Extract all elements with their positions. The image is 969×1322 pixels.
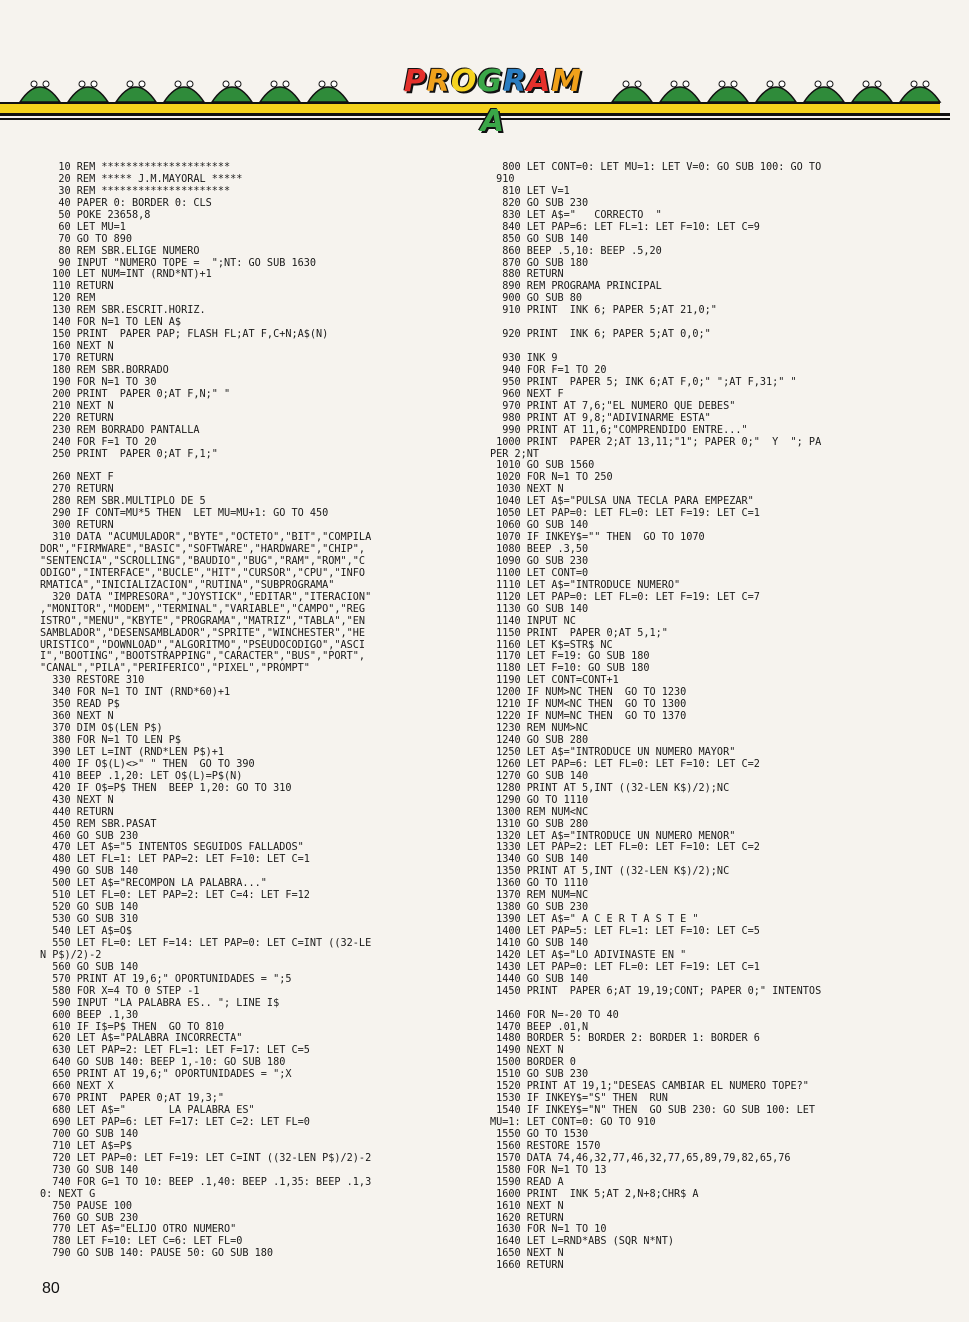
- code-line: 770 LET A$="ELIJO OTRO NUMERO": [40, 1224, 237, 1236]
- code-line: 60 LET MU=1: [40, 221, 126, 233]
- code-line: 880 RETURN: [490, 269, 564, 281]
- code-line: 0: NEXT G: [40, 1188, 96, 1200]
- code-line: 170 RETURN: [40, 353, 114, 364]
- code-line: 1540 IF INKEY$="N" THEN GO SUB 230: GO SUB 100: LET: [490, 1105, 816, 1117]
- code-line: 1500 BORDER 0: [490, 1057, 576, 1069]
- code-line: 1590 READ A: [490, 1176, 564, 1188]
- code-line: 1360 GO TO 1110: [490, 878, 589, 890]
- code-line: 1030 NEXT N: [490, 484, 564, 496]
- code-line: 1270 GO SUB 140: [490, 770, 589, 782]
- code-line: 460 GO SUB 230: [40, 830, 139, 842]
- code-line: 450 REM SBR.PASAT: [40, 818, 157, 830]
- code-line: 1180 LET F=10: GO SUB 180: [490, 663, 650, 675]
- code-line: 520 GO SUB 140: [40, 902, 139, 914]
- code-line: ODIGO","INTERFACE","BUCLE","HIT","CURSOR","CPU","INFO: [40, 567, 366, 579]
- title-letter: A: [527, 64, 552, 99]
- code-line: 430 NEXT N: [40, 794, 114, 806]
- code-line: 1010 GO SUB 1560: [490, 460, 595, 472]
- code-line: "SENTENCIA","SCROLLING","BAUDIO","BUG","RAM","ROM","C: [40, 555, 366, 567]
- header-yellow-band: [0, 102, 940, 113]
- code-line: 20 REM ***** J.M.MAYORAL *****: [40, 173, 243, 185]
- code-line: 1530 IF INKEY$="S" THEN RUN: [490, 1093, 668, 1105]
- code-line: 1510 GO SUB 230: [490, 1069, 589, 1081]
- code-line: [490, 998, 910, 1010]
- code-line: 300 RETURN: [40, 520, 114, 532]
- code-line: 1080 BEEP .3,50: [490, 544, 589, 555]
- code-line: 1200 IF NUM>NC THEN GO TO 1230: [490, 687, 687, 699]
- code-line: 1650 NEXT N: [490, 1248, 564, 1260]
- title-letter: R: [426, 64, 451, 99]
- code-line: 180 REM SBR.BORRADO: [40, 364, 169, 376]
- code-line: 270 RETURN: [40, 484, 114, 496]
- code-line: 490 GO SUB 140: [40, 866, 139, 878]
- code-line: 910: [490, 173, 515, 185]
- code-line: 1100 LET CONT=0: [490, 567, 589, 579]
- code-line: 190 FOR N=1 TO 30: [40, 376, 157, 388]
- code-line: 700 GO SUB 140: [40, 1128, 139, 1140]
- code-line: "CANAL","PILA","PERIFERICO","PIXEL","PROMPT": [40, 663, 310, 675]
- code-line: 1390 LET A$=" A C E R T A S T E ": [490, 914, 699, 926]
- code-line: 870 GO SUB 180: [490, 257, 589, 269]
- code-line: 80 REM SBR.ELIGE NUMERO: [40, 245, 200, 257]
- code-line: 510 LET FL=0: LET PAP=2: LET C=4: LET F=12: [40, 890, 310, 902]
- code-line: 1480 BORDER 5: BORDER 2: BORDER 1: BORDER 6: [490, 1033, 760, 1045]
- code-line: 1630 FOR N=1 TO 10: [490, 1224, 607, 1236]
- code-line: 610 IF I$=P$ THEN GO TO 810: [40, 1021, 225, 1033]
- code-line: 860 BEEP .5,10: BEEP .5,20: [490, 245, 662, 257]
- code-line: 440 RETURN: [40, 806, 114, 818]
- code-line: 1420 LET A$="LO ADIVINASTE EN ": [490, 949, 687, 961]
- code-line: 380 FOR N=1 TO LEN P$: [40, 735, 182, 746]
- code-line: 840 LET PAP=6: LET FL=1: LET F=10: LET C=9: [490, 221, 760, 233]
- code-line: 690 LET PAP=6: LET F=17: LET C=2: LET FL=0: [40, 1117, 310, 1128]
- code-line: 130 REM SBR.ESCRIT.HORIZ.: [40, 305, 206, 317]
- code-line: 70 GO TO 890: [40, 233, 133, 245]
- code-line: 800 LET CONT=0: LET MU=1: LET V=0: GO SUB 100: GO TO: [490, 162, 822, 173]
- code-line: 290 IF CONT=MU*5 THEN LET MU=MU+1: GO TO 450: [40, 508, 329, 520]
- code-line: 1550 GO TO 1530: [490, 1128, 589, 1140]
- code-line: 400 IF O$(L)<>" " THEN GO TO 390: [40, 758, 255, 770]
- code-line: 360 NEXT N: [40, 711, 114, 723]
- code-line: 1140 INPUT NC: [490, 615, 576, 627]
- code-line: 1460 FOR N=-20 TO 40: [490, 1009, 619, 1021]
- code-line: 820 GO SUB 230: [490, 197, 589, 209]
- code-line: 900 GO SUB 80: [490, 293, 583, 305]
- code-line: 1040 LET A$="PULSA UNA TECLA PARA EMPEZAR": [490, 496, 754, 508]
- code-line: 640 GO SUB 140: BEEP 1,-10: GO SUB 180: [40, 1057, 286, 1069]
- code-line: 1430 LET PAP=0: LET FL=0: LET F=19: LET C=1: [490, 961, 760, 973]
- code-line: 100 LET NUM=INT (RND*NT)+1: [40, 269, 212, 281]
- code-line: 1560 RESTORE 1570: [490, 1140, 601, 1152]
- header-rule: [0, 113, 950, 116]
- header-rule-thin: [0, 118, 950, 120]
- code-line: 670 PRINT PAPER 0;AT 19,3;": [40, 1093, 225, 1105]
- code-line: 940 FOR F=1 TO 20: [490, 364, 607, 376]
- code-line: 1150 PRINT PAPER 0;AT 5,1;": [490, 627, 668, 639]
- code-line: 1380 GO SUB 230: [490, 902, 589, 914]
- code-line: 370 DIM O$(LEN P$): [40, 723, 163, 735]
- code-line: 420 IF O$=P$ THEN BEEP 1,20: GO TO 310: [40, 782, 292, 794]
- code-line: 210 NEXT N: [40, 400, 114, 412]
- code-line: I","BOOTING","BOOTSTRAPPING","CARACTER","BUS","PORT",: [40, 651, 366, 663]
- title-letter: P: [403, 64, 427, 99]
- code-line: 340 FOR N=1 TO INT (RND*60)+1: [40, 687, 231, 699]
- code-line: 890 REM PROGRAMA PRINCIPAL: [490, 281, 662, 293]
- code-line: PER 2;NT: [490, 448, 540, 460]
- code-line: 1000 PRINT PAPER 2;AT 13,11;"1"; PAPER 0;" Y "; PA: [490, 436, 822, 448]
- code-line: 550 LET FL=0: LET F=14: LET PAP=0: LET C=INT ((32-LE: [40, 937, 372, 949]
- code-line: 930 INK 9: [490, 353, 558, 364]
- code-line: 40 PAPER 0: BORDER 0: CLS: [40, 197, 212, 209]
- code-line: 1070 IF INKEY$="" THEN GO TO 1070: [490, 532, 705, 544]
- code-line: 280 REM SBR.MULTIPLO DE 5: [40, 496, 206, 508]
- code-line: 1610 NEXT N: [490, 1200, 564, 1212]
- code-line: 1060 GO SUB 140: [490, 520, 589, 532]
- code-line: ,"MONITOR","MODEM","TERMINAL","VARIABLE","CAMPO","REG: [40, 603, 366, 615]
- code-line: 1310 GO SUB 280: [490, 818, 589, 830]
- code-line: 990 PRINT AT 11,6;"COMPRENDIDO ENTRE...": [490, 424, 748, 436]
- code-line: 680 LET A$=" LA PALABRA ES": [40, 1105, 255, 1117]
- code-line: 910 PRINT INK 6; PAPER 5;AT 21,0;": [490, 305, 717, 317]
- code-line: 760 GO SUB 230: [40, 1212, 139, 1224]
- code-line: 1240 GO SUB 280: [490, 735, 589, 746]
- code-line: 10 REM *********************: [40, 162, 231, 173]
- code-line: 1190 LET CONT=CONT+1: [490, 675, 619, 687]
- title-letter: O: [450, 64, 478, 99]
- code-line: 240 FOR F=1 TO 20: [40, 436, 157, 448]
- code-line: 1350 PRINT AT 5,INT ((32-LEN K$)/2);NC: [490, 866, 730, 878]
- page-number: 80: [42, 1280, 60, 1297]
- code-line: 1580 FOR N=1 TO 13: [490, 1164, 607, 1176]
- code-line: 1120 LET PAP=0: LET FL=0: LET F=19: LET C=7: [490, 591, 760, 603]
- title-letter: R: [503, 64, 528, 99]
- code-line: SAMBLADOR","DESENSAMBLADOR","SPRITE","WINCHESTER","HE: [40, 627, 366, 639]
- code-line: 1490 NEXT N: [490, 1045, 564, 1057]
- code-line: 50 POKE 23658,8: [40, 209, 151, 221]
- code-line: 90 INPUT "NUMERO TOPE = ";NT: GO SUB 1630: [40, 257, 317, 269]
- code-line: 1470 BEEP .01,N: [490, 1021, 589, 1033]
- code-line: 570 PRINT AT 19,6;" OPORTUNIDADES = ";5: [40, 973, 292, 985]
- code-line: 1160 LET K$=STR$ NC: [490, 639, 613, 651]
- code-line: 560 GO SUB 140: [40, 961, 139, 973]
- code-line: 350 READ P$: [40, 699, 120, 711]
- code-line: 160 NEXT N: [40, 341, 114, 353]
- code-listing-left-column: [40, 162, 440, 1260]
- code-line: 1220 IF NUM=NC THEN GO TO 1370: [490, 711, 687, 723]
- code-line: 850 GO SUB 140: [490, 233, 589, 245]
- code-line: 320 DATA "IMPRESORA","JOYSTICK","EDITAR","ITERACION": [40, 591, 372, 603]
- code-line: 1620 RETURN: [490, 1212, 564, 1224]
- code-line: 960 NEXT F: [490, 388, 564, 400]
- code-line: 1320 LET A$="INTRODUCE UN NUMERO MENOR": [490, 830, 736, 842]
- code-line: 1290 GO TO 1110: [490, 794, 589, 806]
- code-line: 480 LET FL=1: LET PAP=2: LET F=10: LET C=1: [40, 854, 310, 866]
- code-line: 740 FOR G=1 TO 10: BEEP .1,40: BEEP .1,35: BEEP .1,3: [40, 1176, 372, 1188]
- code-line: 590 INPUT "LA PALABRA ES.. "; LINE I$: [40, 997, 280, 1009]
- code-line: [490, 341, 910, 353]
- code-line: 530 GO SUB 310: [40, 914, 139, 926]
- code-line: 720 LET PAP=0: LET F=19: LET C=INT ((32-LEN P$)/2)-2: [40, 1152, 372, 1164]
- code-line: 250 PRINT PAPER 0;AT F,1;": [40, 448, 218, 460]
- code-line: 260 NEXT F: [40, 472, 114, 484]
- code-line: 410 BEEP .1,20: LET O$(L)=P$(N): [40, 770, 243, 782]
- code-line: 220 RETURN: [40, 412, 114, 424]
- code-line: 1410 GO SUB 140: [490, 937, 589, 949]
- code-line: URISTICO","DOWNLOAD","ALGORITMO","PSEUDOCODIGO","ASCI: [40, 639, 366, 651]
- code-line: ISTRO","MENU","KBYTE","PROGRAMA","MATRIZ","TABLA","EN: [40, 615, 366, 627]
- code-line: RMATICA","INICIALIZACION","RUTINA","SUBPROGRAMA": [40, 579, 335, 591]
- code-line: 1370 REM NUM=NC: [490, 890, 589, 902]
- code-line: 1330 LET PAP=2: LET FL=0: LET F=10: LET C=2: [490, 842, 760, 854]
- code-line: 780 LET F=10: LET C=6: LET FL=0: [40, 1236, 243, 1248]
- code-line: 1170 LET F=19: GO SUB 180: [490, 651, 650, 663]
- code-line: 1130 GO SUB 140: [490, 603, 589, 615]
- code-line: 1250 LET A$="INTRODUCE UN NUMERO MAYOR": [490, 746, 736, 758]
- code-line: 950 PRINT PAPER 5; INK 6;AT F,0;" ";AT F,31;" ": [490, 376, 797, 388]
- code-line: N P$)/2)-2: [40, 949, 102, 961]
- code-line: 150 PRINT PAPER PAP; FLASH FL;AT F,C+N;A$(N): [40, 329, 329, 341]
- code-line: 30 REM *********************: [40, 185, 231, 197]
- code-line: 790 GO SUB 140: PAUSE 50: GO SUB 180: [40, 1248, 274, 1260]
- code-line: 110 RETURN: [40, 281, 114, 293]
- code-line: 500 LET A$="RECOMPON LA PALABRA...": [40, 878, 267, 890]
- code-listing-right-column: [490, 162, 910, 1272]
- code-line: 620 LET A$="PALABRA INCORRECTA": [40, 1033, 243, 1045]
- title-letter: G: [477, 64, 504, 99]
- code-line: 1210 IF NUM<NC THEN GO TO 1300: [490, 699, 687, 711]
- code-line: 330 RESTORE 310: [40, 675, 145, 687]
- code-line: 730 GO SUB 140: [40, 1164, 139, 1176]
- code-line: 1280 PRINT AT 5,INT ((32-LEN K$)/2);NC: [490, 782, 730, 794]
- code-line: 970 PRINT AT 7,6;"EL NUMERO QUE DEBES": [490, 400, 736, 412]
- page-title: [398, 62, 588, 139]
- code-line: 750 PAUSE 100: [40, 1200, 133, 1212]
- code-line: 650 PRINT AT 19,6;" OPORTUNIDADES = ";X: [40, 1069, 292, 1081]
- code-line: 1300 REM NUM<NC: [490, 806, 589, 818]
- code-line: 140 FOR N=1 TO LEN A$: [40, 317, 182, 329]
- code-line: 200 PRINT PAPER 0;AT F,N;" ": [40, 388, 231, 400]
- code-line: 1440 GO SUB 140: [490, 973, 589, 985]
- code-line: 810 LET V=1: [490, 185, 570, 197]
- code-line: [40, 460, 440, 472]
- code-line: [490, 317, 910, 329]
- code-line: DOR","FIRMWARE","BASIC","SOFTWARE","HARDWARE","CHIP",: [40, 544, 366, 555]
- code-line: 1260 LET PAP=6: LET FL=0: LET F=10: LET C=2: [490, 758, 760, 770]
- code-line: 1520 PRINT AT 19,1;"DESEAS CAMBIAR EL NUMERO TOPE?": [490, 1081, 809, 1093]
- code-line: MU=1: LET CONT=0: GO TO 910: [490, 1117, 656, 1128]
- code-line: 470 LET A$="5 INTENTOS SEGUIDOS FALLADOS": [40, 842, 304, 854]
- code-line: 120 REM: [40, 293, 96, 305]
- code-line: 580 FOR X=4 TO 0 STEP -1: [40, 985, 200, 997]
- code-line: 710 LET A$=P$: [40, 1140, 133, 1152]
- code-line: 830 LET A$=" CORRECTO ": [490, 209, 662, 221]
- code-line: 230 REM BORRADO PANTALLA: [40, 424, 200, 436]
- code-line: 1450 PRINT PAPER 6;AT 19,19;CONT; PAPER 0;" INTENTOS: [490, 985, 822, 997]
- code-line: 920 PRINT INK 6; PAPER 5;AT 0,0;": [490, 329, 711, 341]
- code-line: 1640 LET L=RND*ABS (SQR N*NT): [490, 1236, 675, 1248]
- code-line: 1090 GO SUB 230: [490, 555, 589, 567]
- title-letter: M: [551, 64, 583, 99]
- code-line: 1400 LET PAP=5: LET FL=1: LET F=10: LET C=5: [490, 926, 760, 937]
- code-line: 390 LET L=INT (RND*LEN P$)+1: [40, 746, 225, 758]
- code-line: 1020 FOR N=1 TO 250: [490, 472, 613, 484]
- title-letter: A: [480, 104, 506, 139]
- code-line: 980 PRINT AT 9,8;"ADIVINARME ESTA": [490, 412, 711, 424]
- code-line: 1110 LET A$="INTRODUCE NUMERO": [490, 579, 681, 591]
- code-line: 540 LET A$=O$: [40, 926, 133, 937]
- code-line: 1340 GO SUB 140: [490, 854, 589, 866]
- code-line: 1600 PRINT INK 5;AT 2,N+8;CHR$ A: [490, 1188, 699, 1200]
- code-line: 660 NEXT X: [40, 1081, 114, 1093]
- code-line: 600 BEEP .1,30: [40, 1009, 139, 1021]
- code-line: 1660 RETURN: [490, 1260, 564, 1272]
- code-line: 1230 REM NUM>NC: [490, 723, 589, 735]
- code-line: 1570 DATA 74,46,32,77,46,32,77,65,89,79,82,65,76: [490, 1152, 791, 1164]
- code-line: 310 DATA "ACUMULADOR","BYTE","OCTETO","BIT","COMPILA: [40, 532, 372, 544]
- header-banner: [0, 0, 969, 139]
- code-line: 1050 LET PAP=0: LET FL=0: LET F=19: LET C=1: [490, 508, 760, 520]
- code-line: 630 LET PAP=2: LET FL=1: LET F=17: LET C=5: [40, 1045, 310, 1057]
